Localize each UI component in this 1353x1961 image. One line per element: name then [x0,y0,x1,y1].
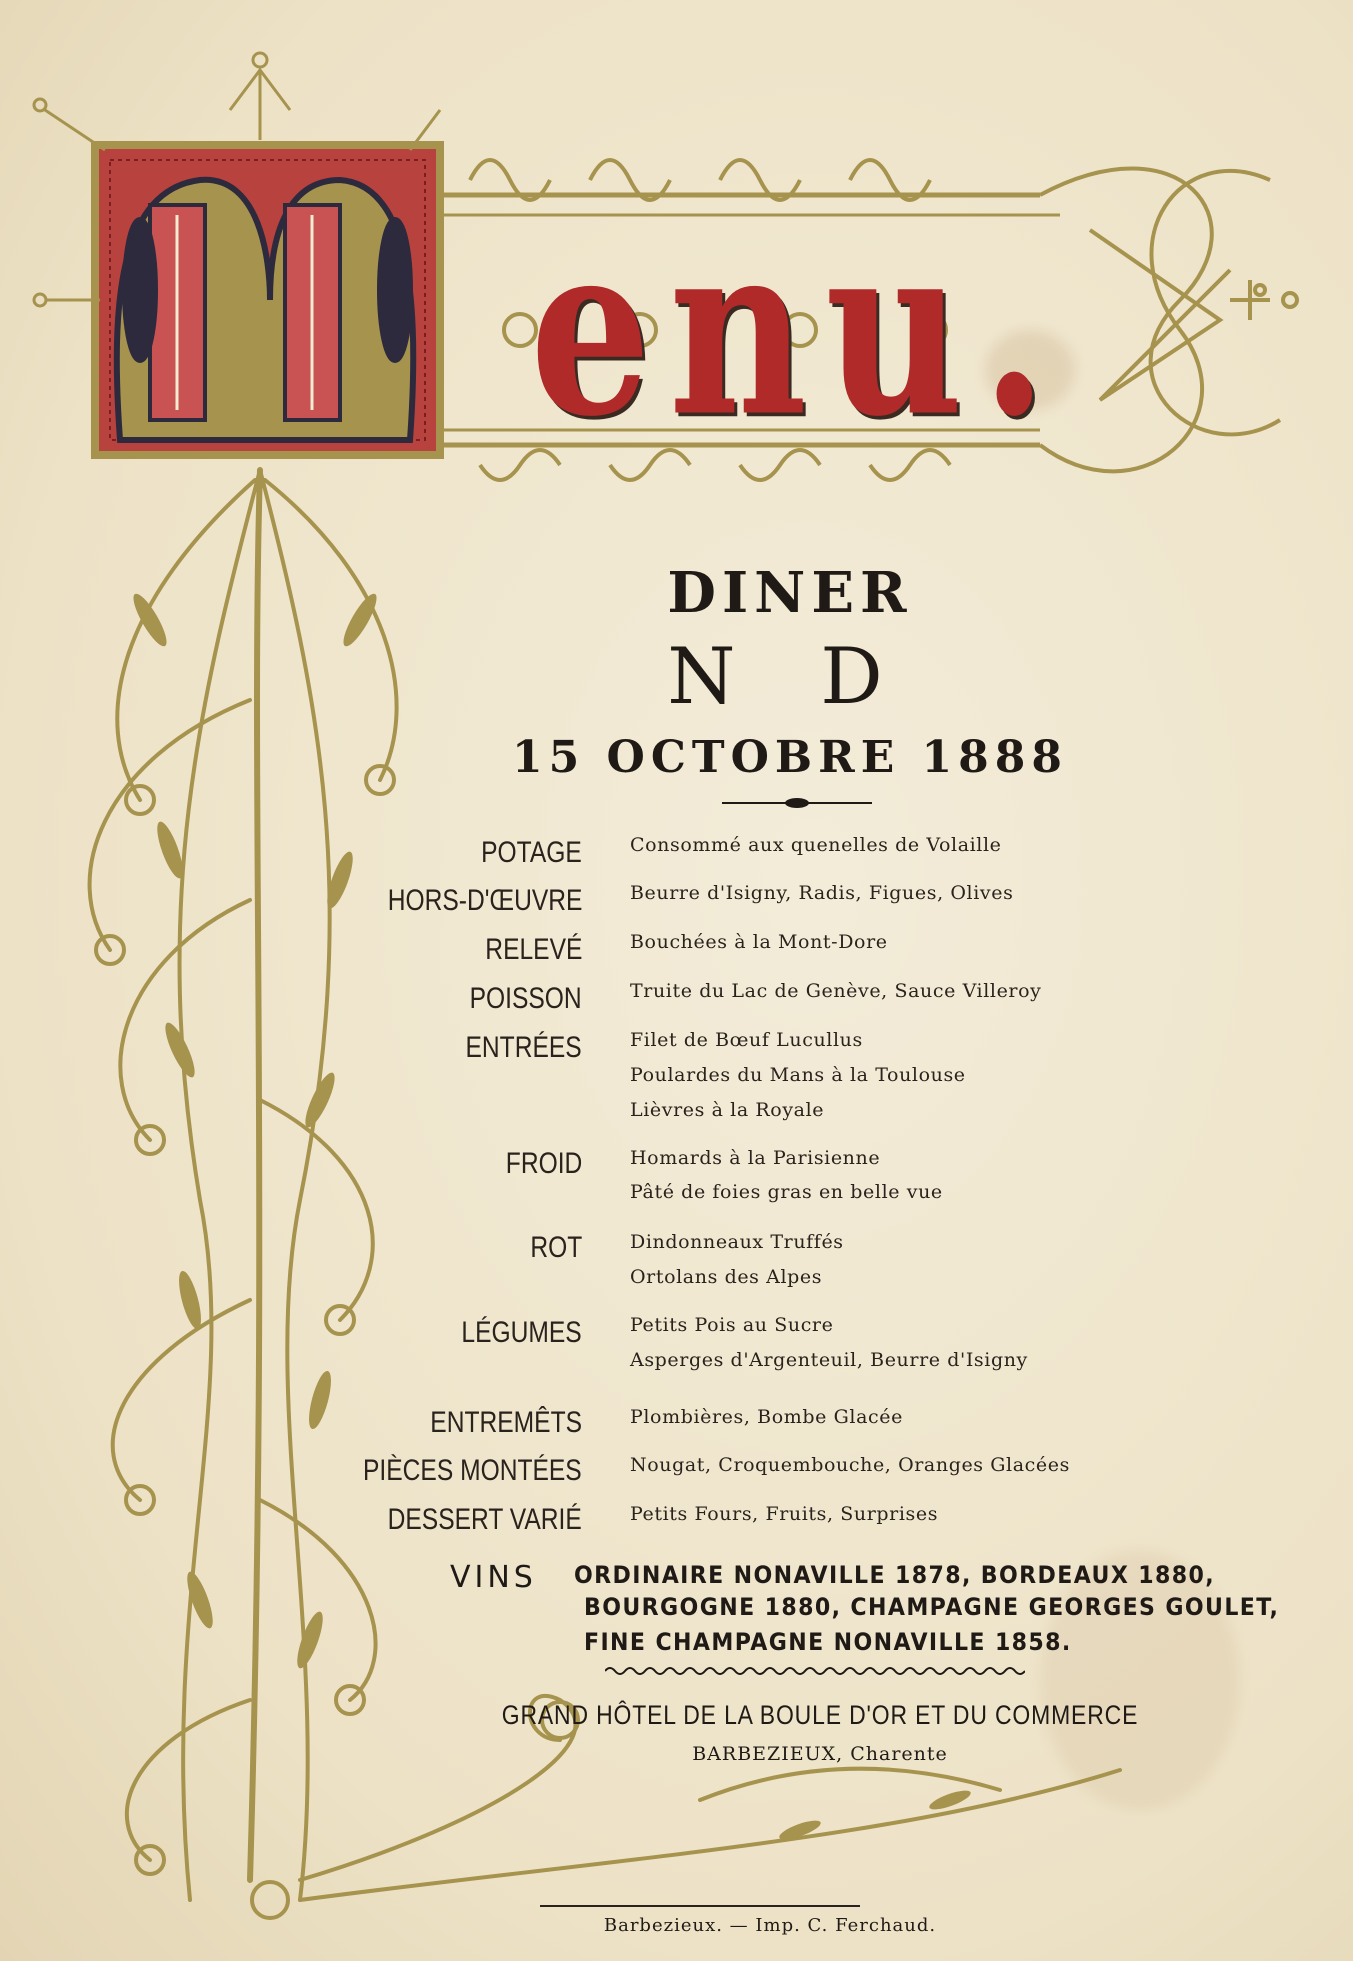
wine-line: ORDINAIRE NONAVILLE 1878, BORDEAUX 1880, [574,1561,1216,1589]
title-initials: N D [667,632,913,722]
dish: Petits Pois au Sucre [630,1314,834,1336]
course-label: HORS-D'ŒUVRE [387,884,582,917]
wine-line: FINE CHAMPAGNE NONAVILLE 1858. [584,1628,1072,1656]
dish: Lièvres à la Royale [630,1099,825,1121]
dish: Asperges d'Argenteuil, Beurre d'Isigny [630,1349,1028,1371]
course-label: POISSON [469,982,582,1015]
course-label: LÉGUMES [461,1316,582,1349]
dish: Poulardes du Mans à la Toulouse [630,1064,966,1086]
dish: Ortolans des Alpes [630,1266,823,1288]
wines-label: VINS [450,1560,537,1595]
hotel-name: GRAND HÔTEL DE LA BOULE D'OR ET DU COMMERCE [501,1700,1139,1730]
dish: Bouchées à la Mont-Dore [630,931,888,953]
course-label: DESSERT VARIÉ [387,1503,582,1536]
course-label: RELEVÉ [484,933,582,966]
title-diner: DINER [667,560,913,626]
course-label: ROT [530,1231,582,1264]
course-label: ENTREMÊTS [430,1406,582,1439]
printer-imprint: Barbezieux. — Imp. C. Ferchaud. [603,1915,937,1936]
wine-line: BOURGOGNE 1880, CHAMPAGNE GEORGES GOULET, [584,1593,1280,1621]
dish: Nougat, Croquembouche, Oranges Glacées [630,1454,1070,1476]
dish: Pâté de foies gras en belle vue [630,1181,943,1203]
dish: Dindonneaux Truffés [630,1231,844,1253]
dish: Truite du Lac de Genève, Sauce Villeroy [630,980,1042,1002]
course-label: POTAGE [481,836,582,869]
course-label: FROID [505,1147,582,1180]
course-label: ENTRÉES [465,1031,582,1064]
wavy-divider [605,1664,1025,1678]
dish: Consommé aux quenelles de Volaille [630,834,1002,856]
dish: Beurre d'Isigny, Radis, Figues, Olives [630,882,1014,904]
dish: Plombières, Bombe Glacée [630,1406,903,1428]
dish: Homards à la Parisienne [630,1147,881,1169]
menu-heading-word: enu. [530,190,1066,469]
title-date: 15 OCTOBRE 1888 [511,732,1069,783]
imprint-rule [540,1905,860,1907]
dish: Filet de Bœuf Lucullus [630,1029,863,1051]
title-divider [722,796,872,810]
hotel-town: BARBEZIEUX, Charente [692,1743,948,1765]
course-label: PIÈCES MONTÉES [363,1454,582,1487]
dish: Petits Fours, Fruits, Surprises [630,1503,939,1525]
